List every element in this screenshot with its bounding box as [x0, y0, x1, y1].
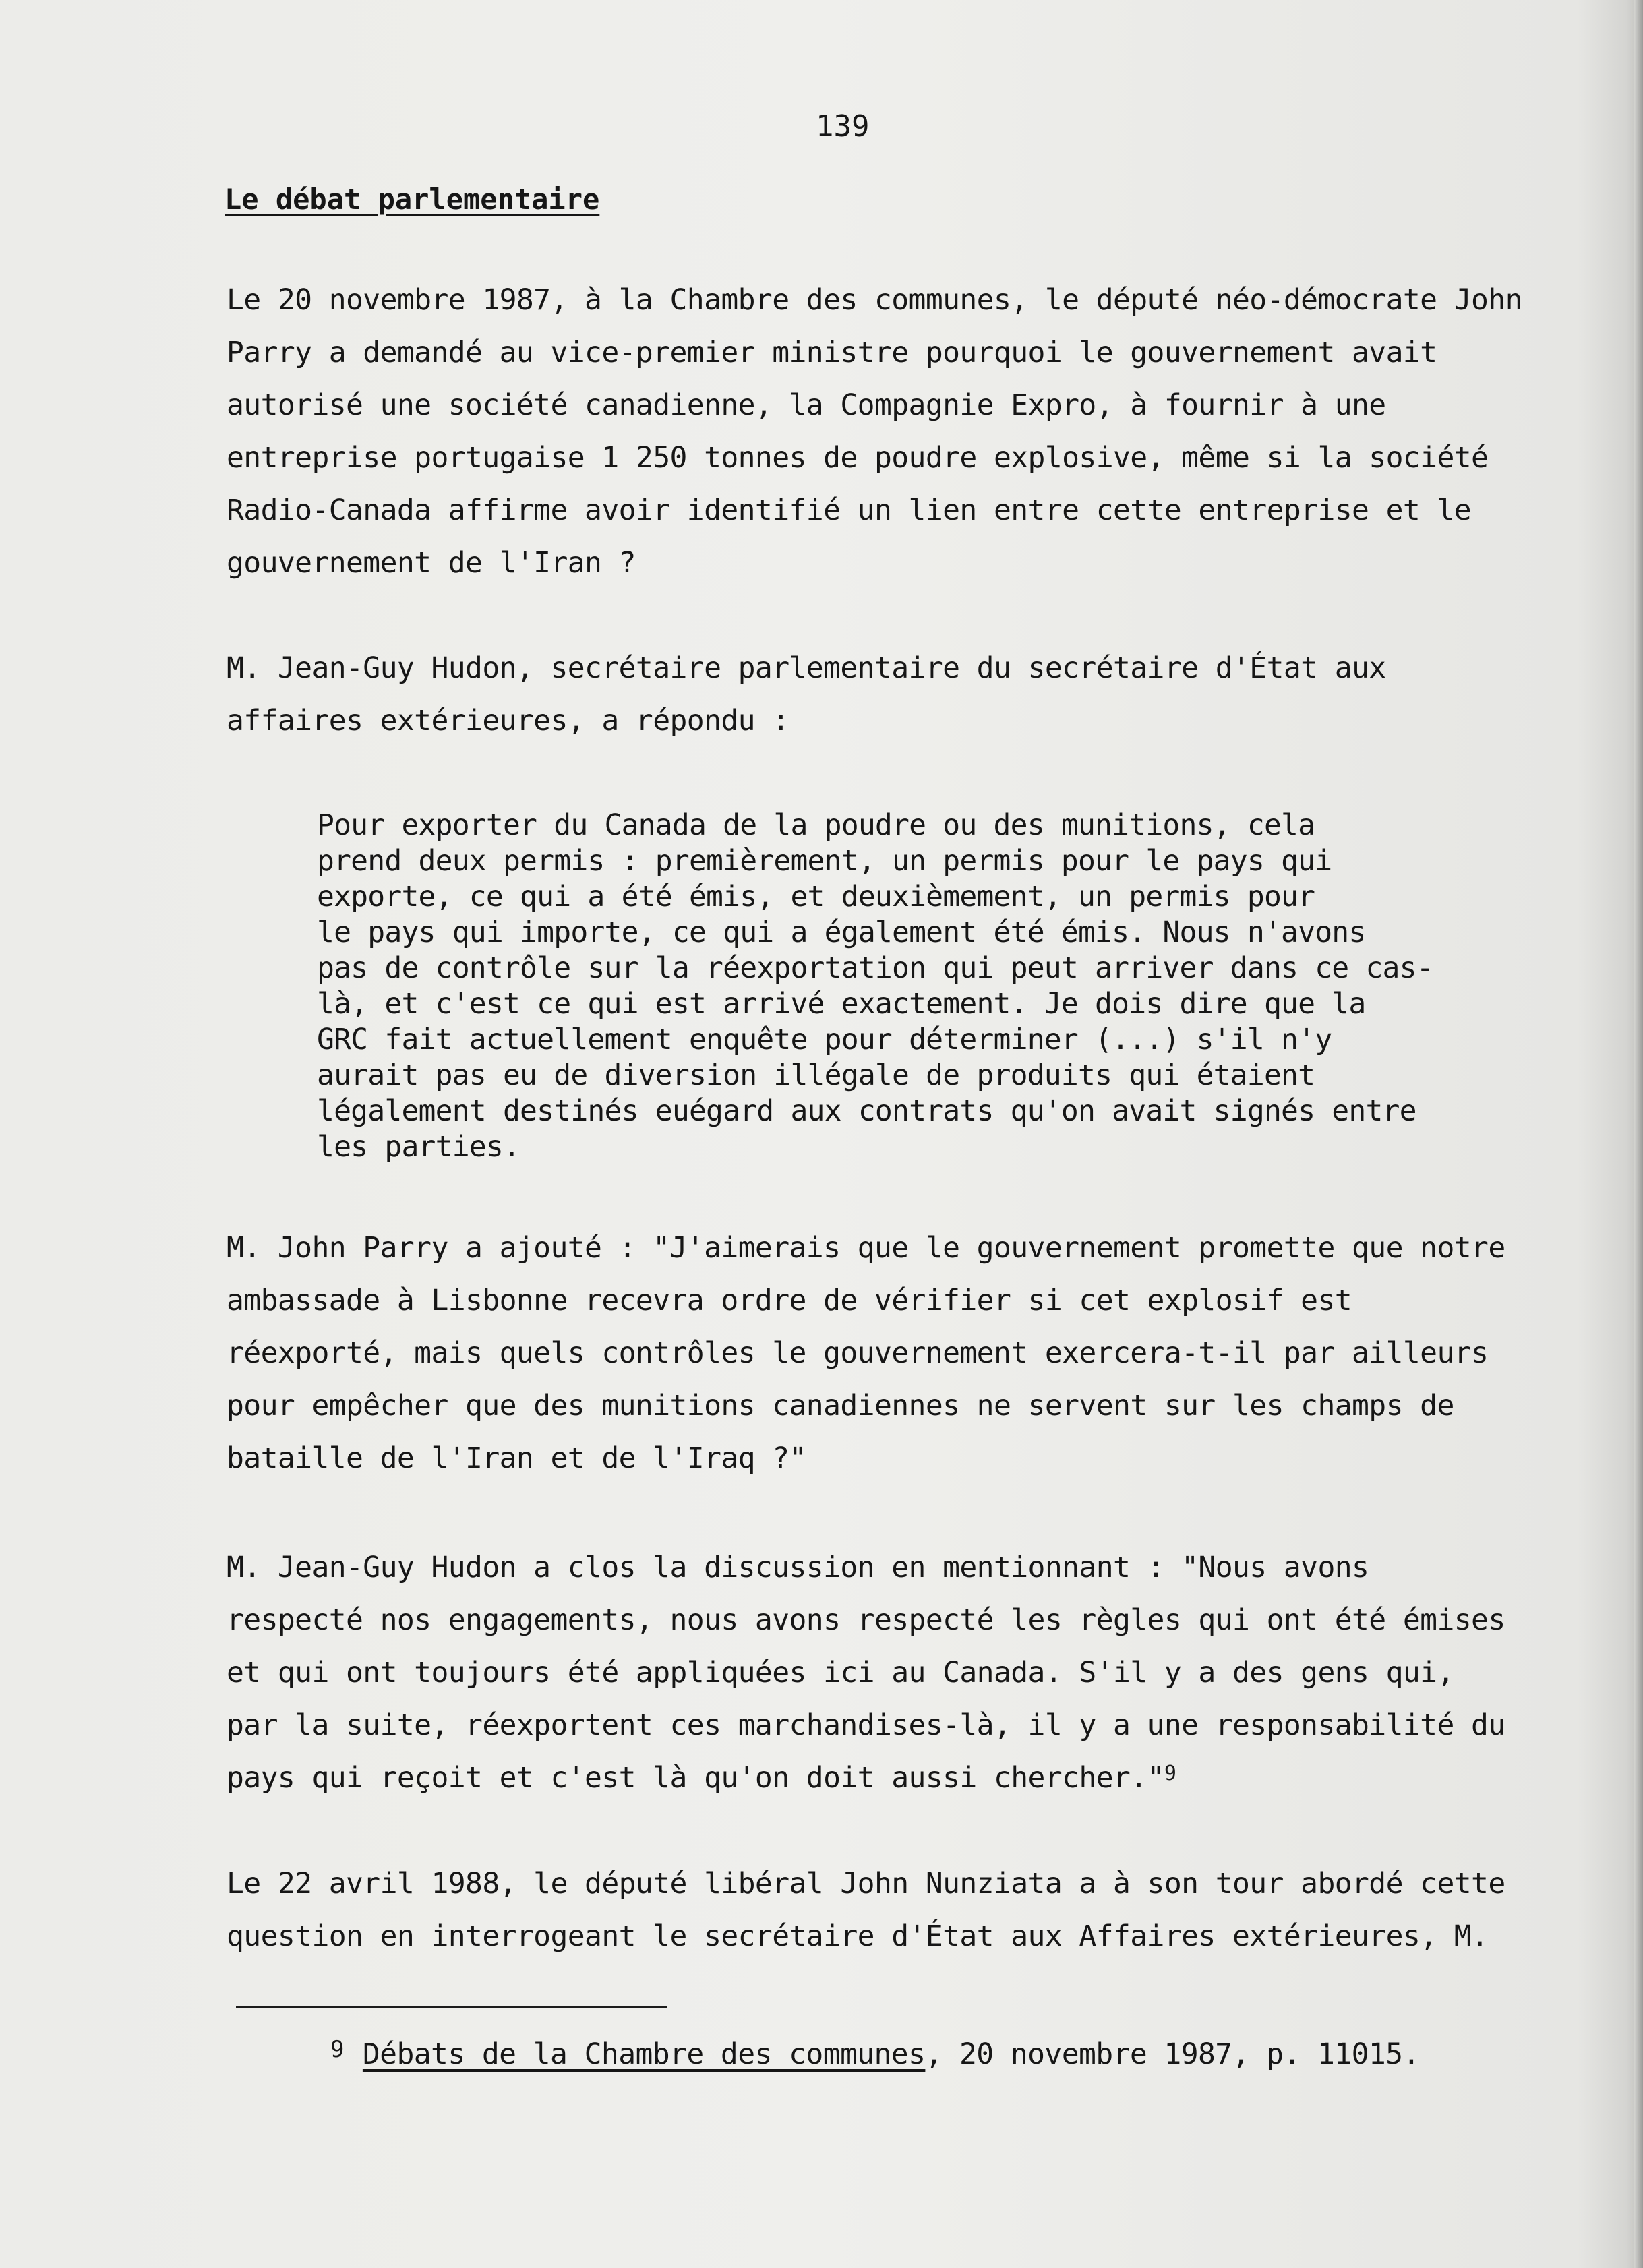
quote-line: le pays qui importe, ce qui a également été émis. Nous n'avons — [317, 916, 1366, 949]
text-line: Le 20 novembre 1987, à la Chambre des communes, le député néo-démocrate John — [227, 283, 1522, 317]
text-line: M. Jean-Guy Hudon, secrétaire parlementaire du secrétaire d'État aux — [227, 651, 1386, 685]
paragraph-nunziata — [227, 1857, 1568, 1963]
page-number: 139 — [816, 109, 870, 144]
block-quote-hudon — [317, 808, 1503, 1165]
text-line: ambassade à Lisbonne recevra ordre de vérifier si cet explosif est — [227, 1284, 1352, 1317]
text-line: réexporté, mais quels contrôles le gouvernement exercera-t-il par ailleurs — [227, 1336, 1489, 1370]
text-line-content: pays qui reçoit et c'est là qu'on doit aussi chercher." — [227, 1761, 1164, 1795]
quote-line: légalement destinés euégard aux contrats qu'on avait signés entre — [317, 1094, 1416, 1128]
text-line: Radio-Canada affirme avoir identifié un lien entre cette entreprise et le — [227, 494, 1472, 527]
text-line: M. John Parry a ajouté : "J'aimerais que le gouvernement promette que notre — [227, 1231, 1505, 1265]
quote-line: là, et c'est ce qui est arrivé exactement. Je dois dire que la — [317, 987, 1366, 1021]
text-line: pour empêcher que des munitions canadiennes ne servent sur les champs de — [227, 1389, 1454, 1423]
footnote-mark: 9 — [330, 2036, 344, 2063]
quote-line: aurait pas eu de diversion illégale de produits qui étaient — [317, 1058, 1315, 1092]
quote-line: exporte, ce qui a été émis, et deuxièmement, un permis pour — [317, 880, 1315, 914]
footnote-divider — [236, 2006, 667, 2008]
text-line: respecté nos engagements, nous avons respecté les règles qui ont été émises — [227, 1603, 1505, 1637]
quote-line: pas de contrôle sur la réexportation qui peut arriver dans ce cas- — [317, 951, 1433, 985]
footnote — [330, 2034, 1420, 2077]
quote-line: les parties. — [317, 1130, 520, 1164]
quote-line: prend deux permis : premièrement, un permis pour le pays qui — [317, 844, 1332, 878]
text-line: M. Jean-Guy Hudon a clos la discussion en mentionnant : "Nous avons — [227, 1551, 1369, 1584]
footnote-source-details: , 20 novembre 1987, p. 11015. — [925, 2037, 1420, 2071]
text-line — [227, 1752, 1568, 1804]
text-line: bataille de l'Iran et de l'Iraq ?" — [227, 1441, 806, 1475]
text-line: entreprise portugaise 1 250 tonnes de poudre explosive, même si la société — [227, 441, 1489, 475]
paragraph-hudon-reply-intro — [227, 642, 1568, 747]
text-line: par la suite, réexportent ces marchandises-là, il y a une responsabilité du — [227, 1708, 1505, 1742]
text-line: gouvernement de l'Iran ? — [227, 546, 636, 580]
quote-line: GRC fait actuellement enquête pour déterminer (...) s'il n'y — [317, 1023, 1332, 1056]
section-heading: Le débat parlementaire — [225, 183, 600, 216]
page-edge-shadow — [1634, 0, 1643, 2268]
quote-line: Pour exporter du Canada de la poudre ou des munitions, cela — [317, 808, 1315, 842]
paragraph-parry-followup — [227, 1222, 1568, 1485]
text-line: et qui ont toujours été appliquées ici au Canada. S'il y a des gens qui, — [227, 1656, 1454, 1690]
paragraph-parry-question — [227, 274, 1568, 589]
text-line: Le 22 avril 1988, le député libéral John Nunziata a à son tour abordé cette — [227, 1867, 1505, 1901]
paragraph-hudon-closing — [227, 1541, 1568, 1804]
text-line: autorisé une société canadienne, la Compagnie Expro, à fournir à une — [227, 388, 1386, 422]
text-line: affaires extérieures, a répondu : — [227, 704, 789, 738]
text-line: question en interrogeant le secrétaire d'État aux Affaires extérieures, M. — [227, 1919, 1489, 1953]
text-line: Parry a demandé au vice-premier ministre pourquoi le gouvernement avait — [227, 336, 1437, 369]
footnote-reference: 9 — [1164, 1762, 1176, 1785]
footnote-source-title: Débats de la Chambre des communes — [362, 2037, 926, 2071]
